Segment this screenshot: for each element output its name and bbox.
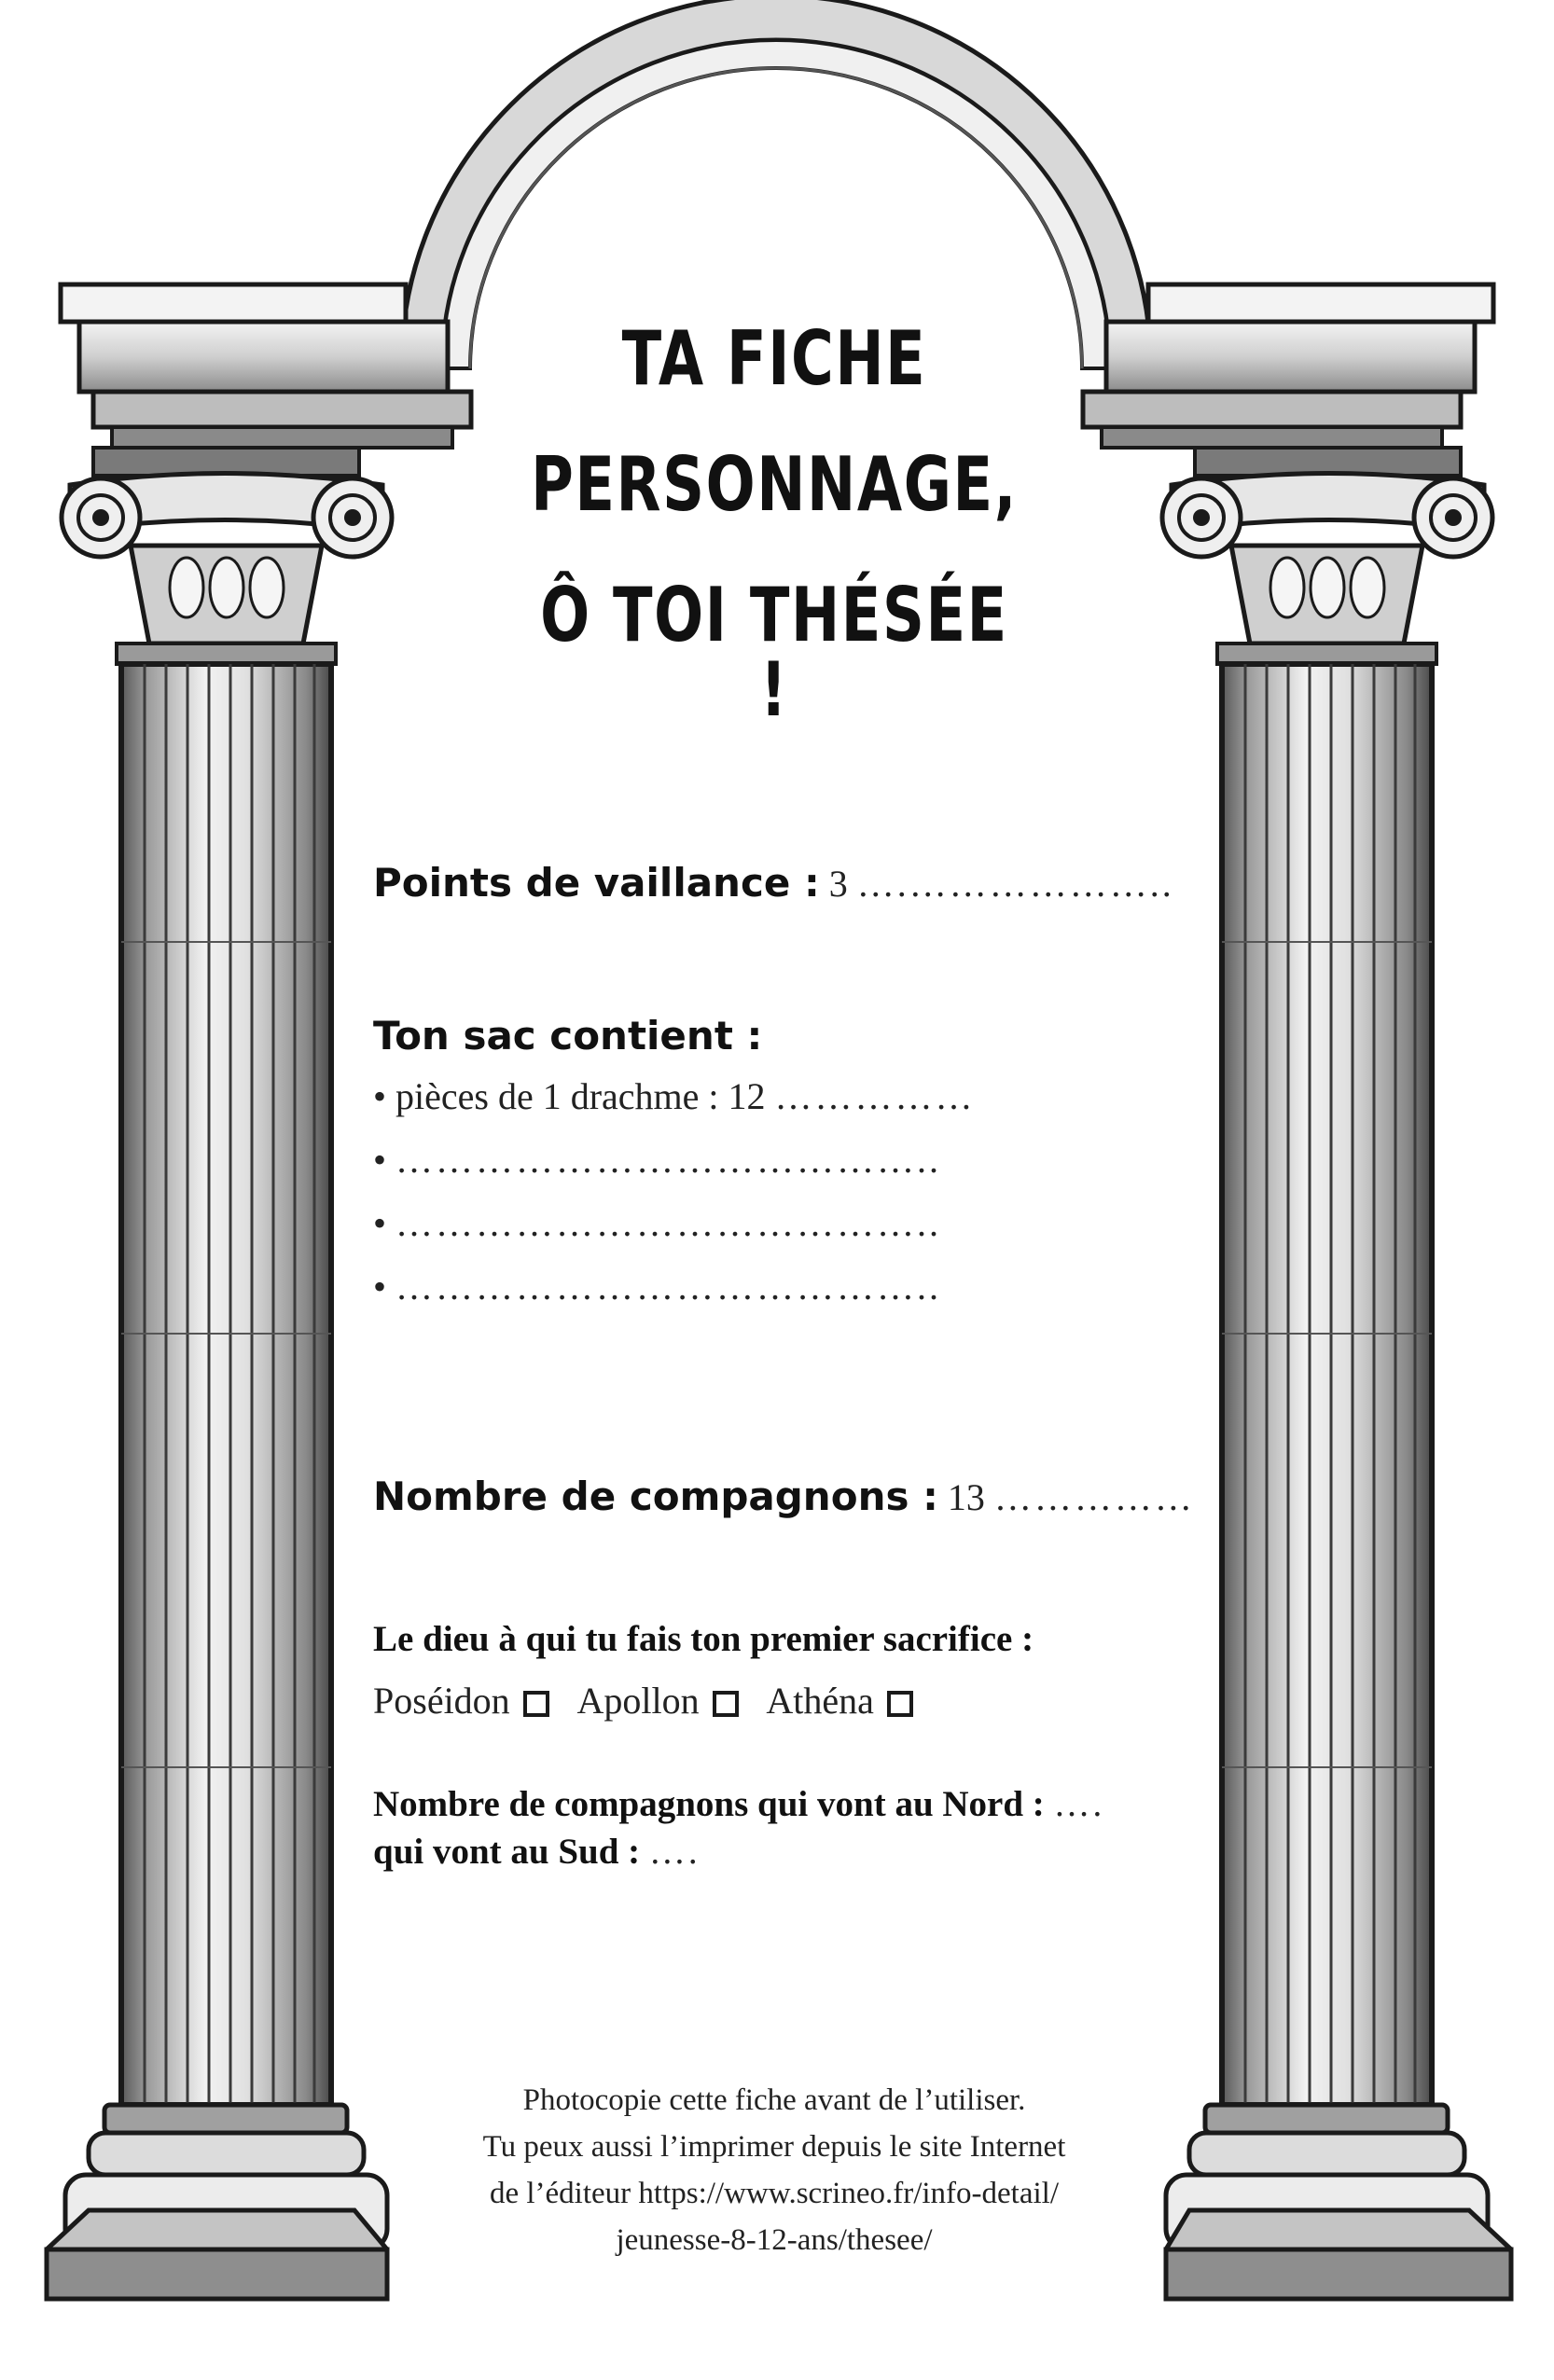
- option-athena-label: Athéna: [766, 1680, 874, 1722]
- sac-item-dots[interactable]: ……………: [774, 1075, 976, 1117]
- apollon-checkbox[interactable]: [713, 1691, 739, 1717]
- compagnons-label: Nombre de compagnons :: [373, 1474, 938, 1519]
- bullet: •: [373, 1139, 387, 1181]
- nord-label: Nombre de compagnons qui vont au Nord :: [373, 1784, 1045, 1824]
- compagnons-row: [373, 1474, 1195, 1519]
- vaillance-row: [373, 860, 1174, 906]
- title-line-2: PERSONNAGE,: [531, 441, 1018, 528]
- bullet: •: [373, 1266, 387, 1308]
- sac-item-dots[interactable]: …………………………………..: [395, 1202, 942, 1244]
- footer-line-1: Photocopie cette fiche avant de l’utiliser.: [522, 2083, 1026, 2117]
- footer-note: [373, 2077, 1175, 2263]
- left-column: [47, 448, 392, 2299]
- poseidon-checkbox[interactable]: [523, 1691, 549, 1717]
- vaillance-label: Points de vaillance :: [373, 860, 820, 906]
- title-line-3: Ô TOI THÉSÉE !: [540, 572, 1008, 733]
- right-column: [1162, 448, 1511, 2299]
- title-line-1: TA FICHE: [621, 315, 927, 402]
- sac-item[interactable]: [373, 1201, 941, 1245]
- sud-label: qui vont au Sud :: [373, 1832, 641, 1872]
- athena-checkbox[interactable]: [887, 1691, 913, 1717]
- vaillance-dots[interactable]: ….………………..: [856, 863, 1174, 905]
- sac-label: Ton sac contient :: [373, 1013, 763, 1059]
- footer-line-2: Tu peux aussi l’imprimer depuis le site Internet: [482, 2130, 1066, 2164]
- dieu-options: [373, 1679, 934, 1723]
- dieu-label: Le dieu à qui tu fais ton premier sacrifice :: [373, 1619, 1034, 1659]
- sac-item-dots[interactable]: …………………………………..: [395, 1139, 942, 1181]
- bullet: •: [373, 1075, 387, 1117]
- sac-item-dots[interactable]: …………………………………..: [395, 1266, 942, 1308]
- sud-dots[interactable]: ….: [648, 1832, 701, 1872]
- compagnons-value[interactable]: 13: [947, 1476, 985, 1518]
- vaillance-value[interactable]: 3: [828, 863, 848, 905]
- bullet: •: [373, 1202, 387, 1244]
- option-apollon-label: Apollon: [576, 1680, 700, 1722]
- option-poseidon-label: Poséidon: [373, 1680, 510, 1722]
- sac-item[interactable]: [373, 1074, 976, 1118]
- sud-row: [373, 1831, 701, 1873]
- footer-line-3: de l’éditeur https://www.scrineo.fr/info-detail/: [489, 2177, 1060, 2210]
- sac-item[interactable]: [373, 1138, 941, 1182]
- footer-line-4: jeunesse-8-12-ans/thesee/: [616, 2223, 933, 2257]
- compagnons-dots[interactable]: ……………: [993, 1476, 1195, 1518]
- sac-item[interactable]: [373, 1265, 941, 1308]
- nord-dots[interactable]: ….: [1053, 1784, 1105, 1824]
- nord-row: [373, 1783, 1104, 1825]
- sac-item-text: pièces de 1 drachme : 12: [395, 1075, 766, 1117]
